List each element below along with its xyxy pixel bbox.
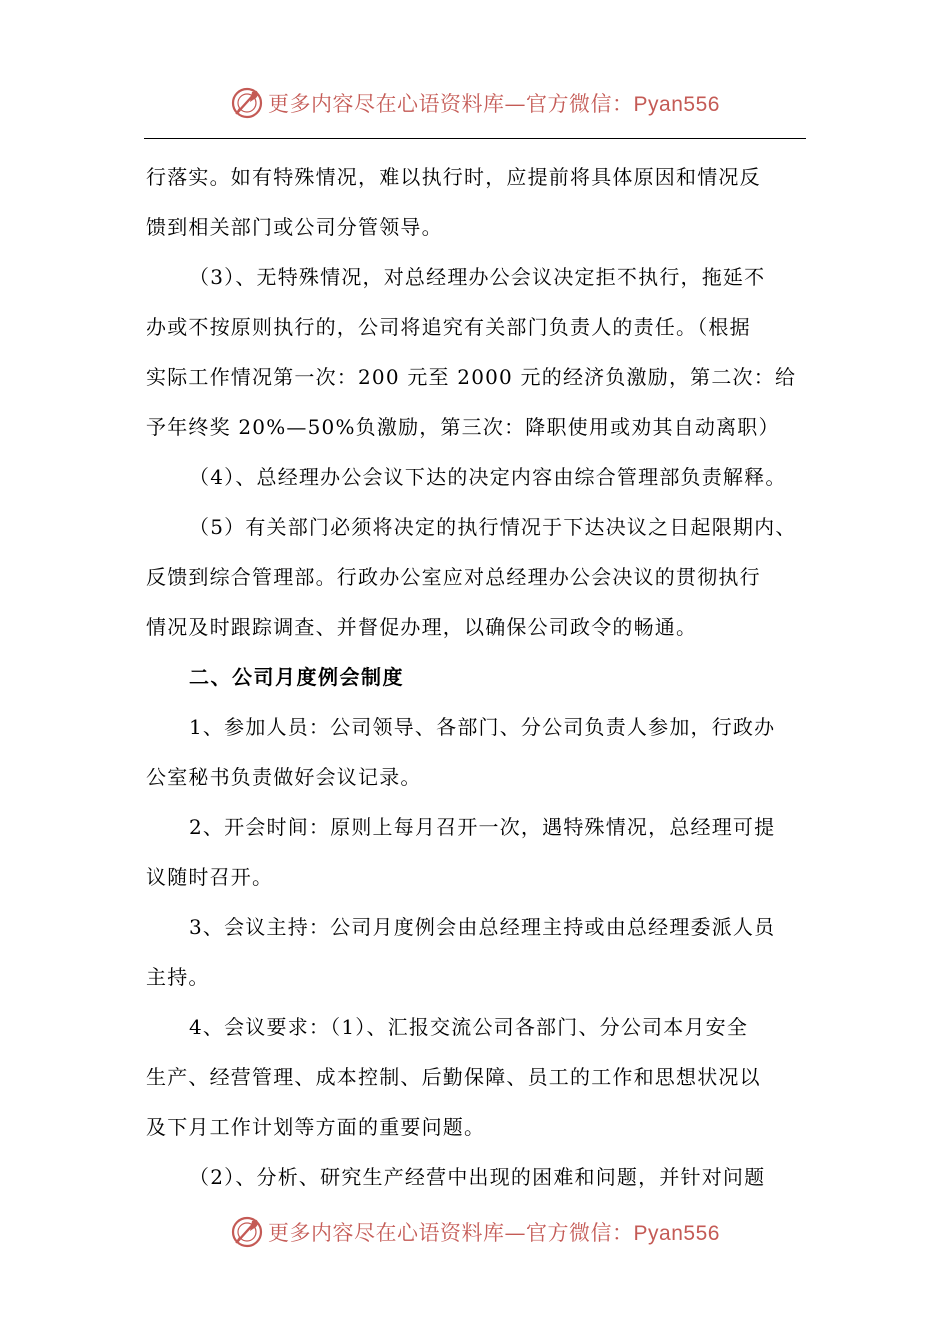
text-line: 主持。	[146, 965, 210, 989]
text-line: 办或不按原则执行的，公司将追究有关部门负责人的责任。（根据	[146, 315, 751, 339]
text-line: 3、会议主持：公司月度例会由总经理主持或由总经理委派人员	[189, 915, 776, 939]
text-line: （3）、无特殊情况，对总经理办公会议决定拒不执行，拖延不	[189, 265, 766, 289]
watermark-text: 更多内容尽在心语资料库—官方微信：Pyan556	[268, 92, 720, 116]
header-watermark	[0, 83, 950, 123]
text-line: 行落实。如有特殊情况，难以执行时，应提前将具体原因和情况反	[146, 165, 761, 189]
text-line: 予年终奖 20%—50%负激励，第三次：降职使用或劝其自动离职）	[146, 415, 780, 439]
section-heading: 二、公司月度例会制度	[189, 665, 404, 689]
footer-watermark	[0, 1212, 950, 1252]
text-line: （2）、分析、研究生产经营中出现的困难和问题，并针对问题	[189, 1165, 766, 1189]
text-line: 生产、经营管理、成本控制、后勤保障、员工的工作和思想状况以	[146, 1065, 761, 1089]
text-line: 及下月工作计划等方面的重要问题。	[146, 1115, 486, 1139]
watermark-text: 更多内容尽在心语资料库—官方微信：Pyan556	[268, 1221, 720, 1245]
text-line: 2、开会时间：原则上每月召开一次，遇特殊情况，总经理可提	[189, 815, 776, 839]
text-line: 实际工作情况第一次：200 元至 2000 元的经济负激励，第二次：给	[146, 365, 797, 389]
text-line: 馈到相关部门或公司分管领导。	[146, 215, 443, 239]
document-body	[146, 152, 806, 1202]
quill-logo-icon	[230, 1215, 264, 1249]
text-line: 反馈到综合管理部。行政办公室应对总经理办公会决议的贯彻执行	[146, 565, 761, 589]
quill-logo-icon	[230, 86, 264, 120]
header-rule	[144, 138, 806, 139]
text-line: （5）有关部门必须将决定的执行情况于下达决议之日起限期内、	[189, 515, 797, 539]
text-line: 情况及时跟踪调查、并督促办理，以确保公司政令的畅通。	[146, 615, 698, 639]
text-line: 公室秘书负责做好会议记录。	[146, 765, 422, 789]
text-line: 1、参加人员：公司领导、各部门、分公司负责人参加，行政办	[189, 715, 776, 739]
text-line: 议随时召开。	[146, 865, 274, 889]
text-line: （4）、总经理办公会议下达的决定内容由综合管理部负责解释。	[189, 465, 787, 489]
text-line: 4、会议要求：（1）、汇报交流公司各部门、分公司本月安全	[189, 1015, 749, 1039]
